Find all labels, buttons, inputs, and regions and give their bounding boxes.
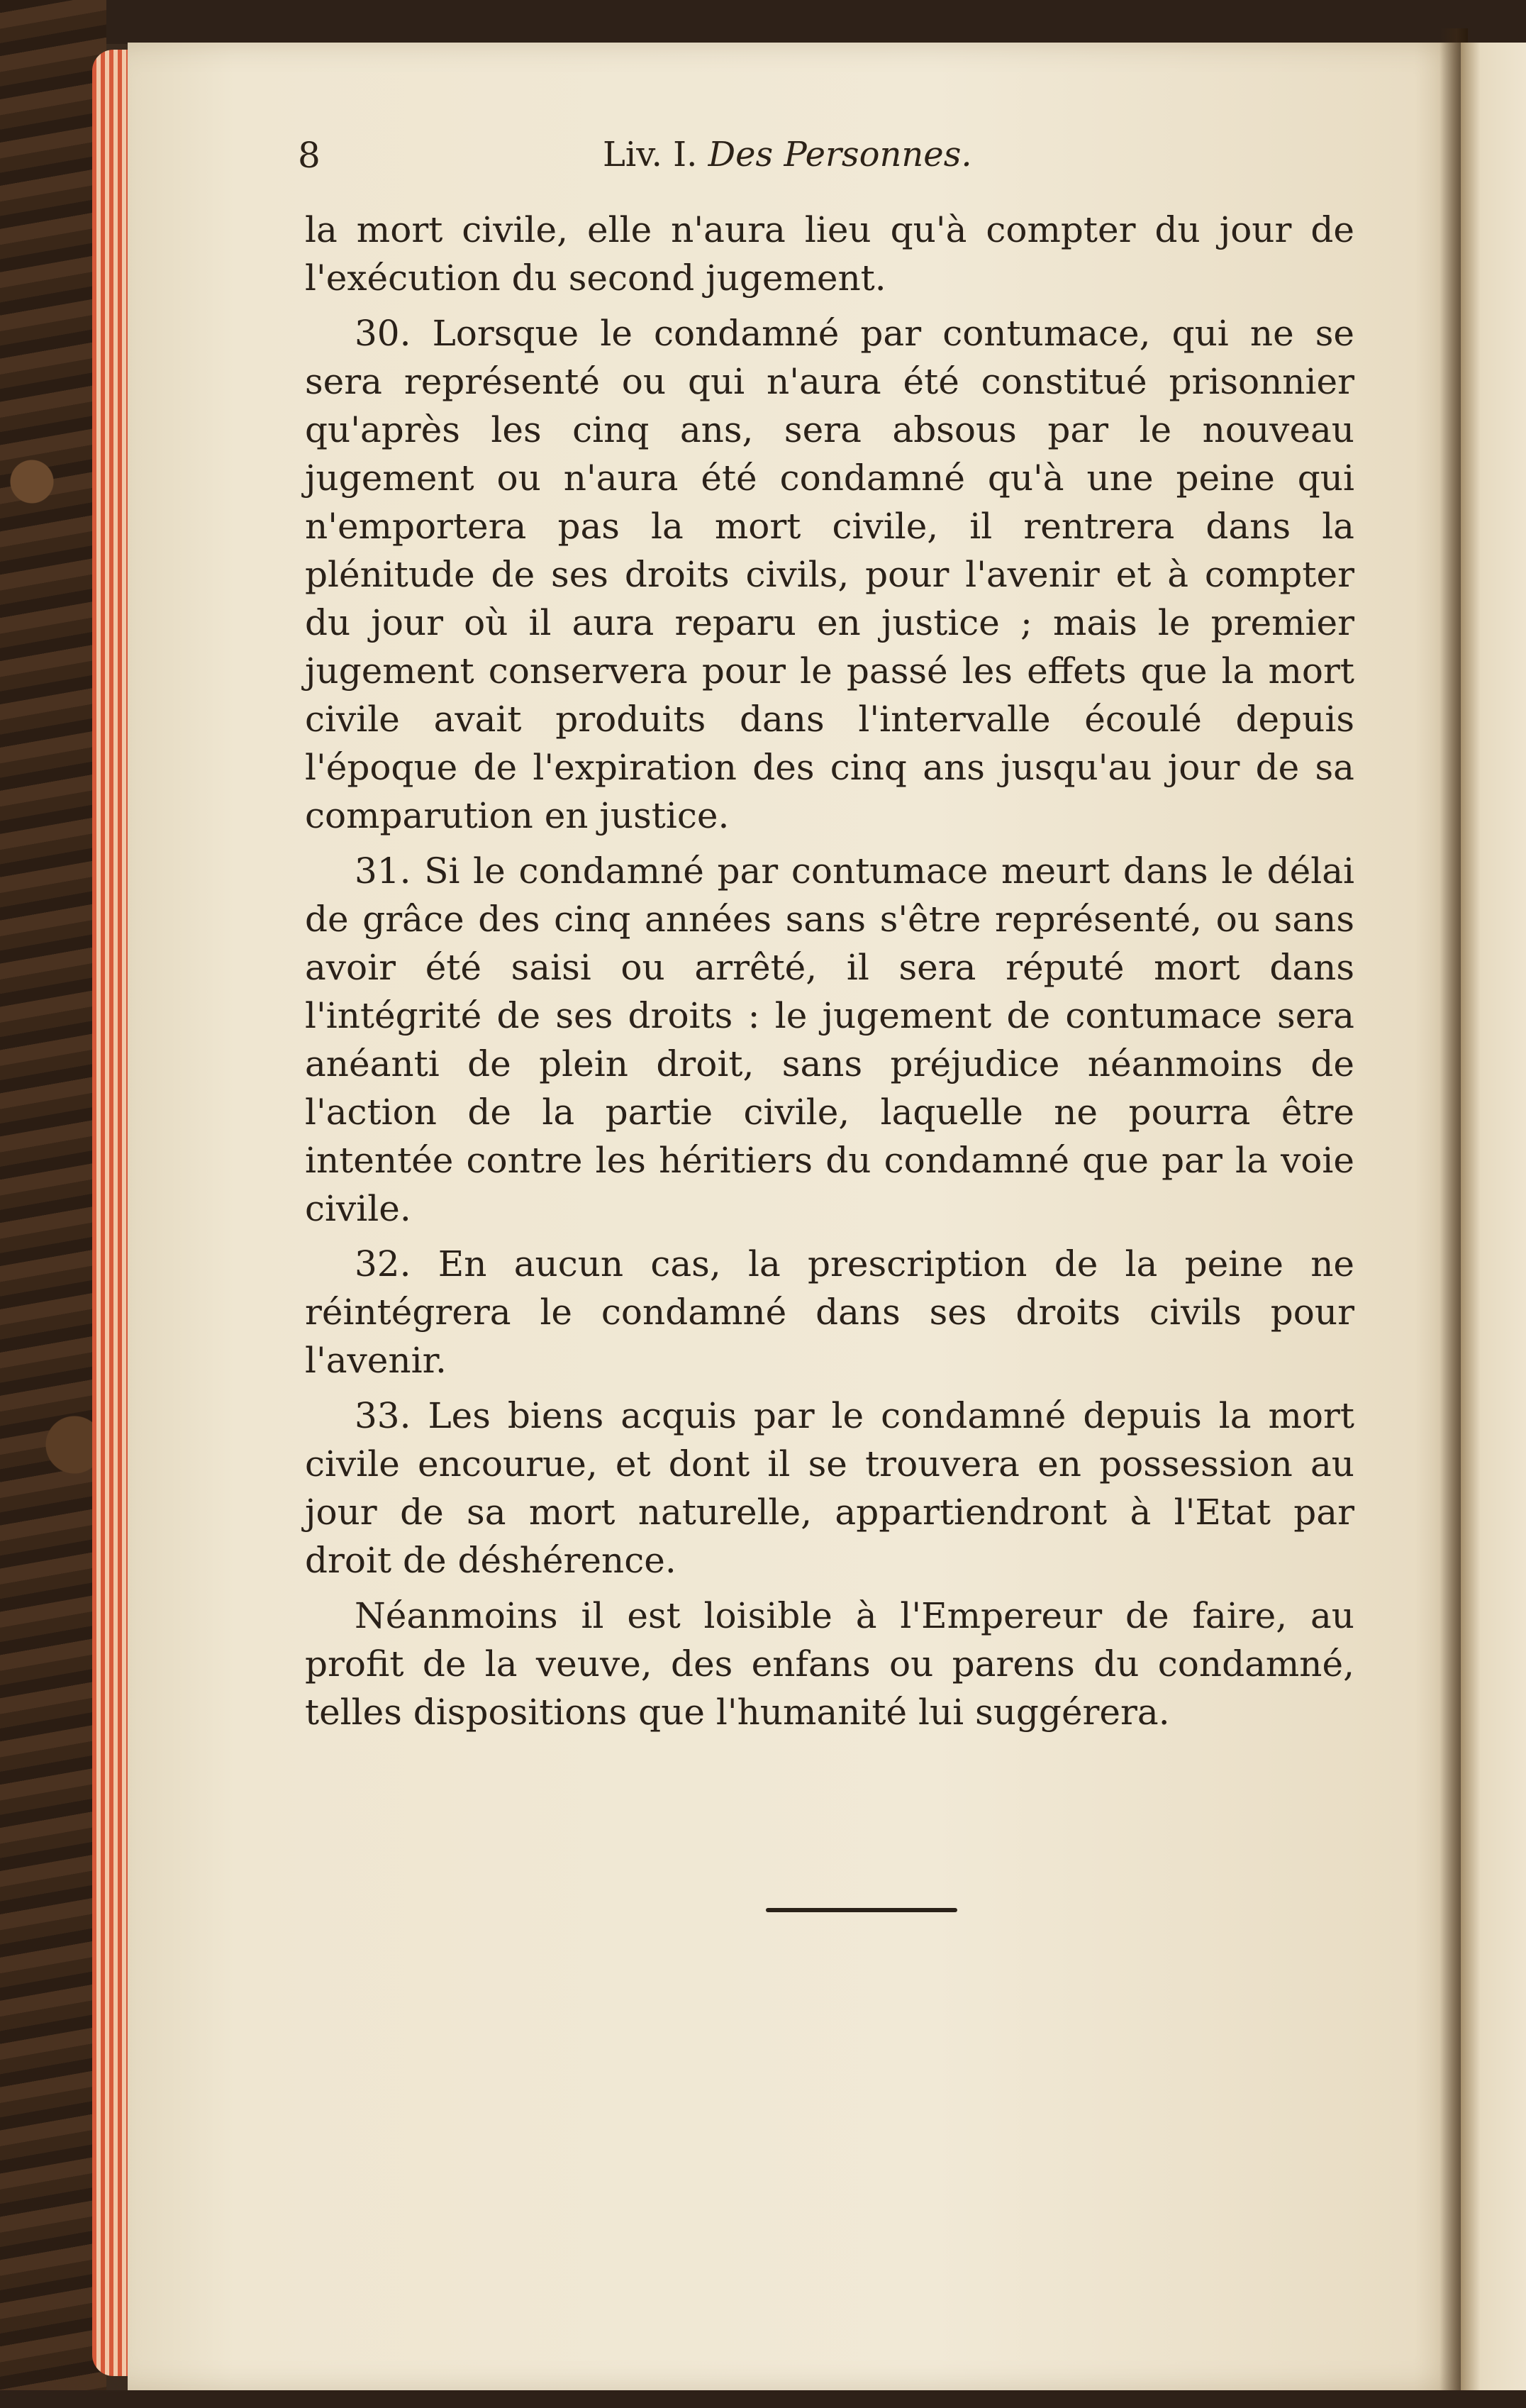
- running-head: [603, 135, 972, 174]
- page-number: 8: [298, 135, 321, 176]
- article-30: 30. Lorsque le condamné par contumace, qui ne se sera représenté ou qui n'aura été constitué prisonnier qu'après les cinq ans, sera absous par le nouveau jugement ou n'aura été condamné qu'à une peine qui n'emportera pas la mort civile, il rentrera dans la plénitude de ses droits civils, pour l'avenir et à compter du jour où il aura reparu en justice ; mais le premier jugement conservera pour le passé les effets que la mort civile avait produits dans l'intervalle écoulé depuis l'époque de l'expiration des cinq ans jusqu'au jour de sa comparution en justice.: [305, 313, 1354, 836]
- article-33-paragraph-2: Néanmoins il est loisible à l'Empereur de faire, au profit de la veuve, des enfans ou parens du condamné, telles dispositions que l'humanité lui suggérera.: [305, 1595, 1354, 1733]
- section-end-rule: [766, 1908, 957, 1912]
- left-cover-board: [0, 0, 106, 2408]
- page-header: [298, 135, 1376, 184]
- body-text: [305, 206, 1354, 1743]
- top-binding-edge: [0, 0, 1526, 44]
- article-31: 31. Si le condamné par contumace meurt dans le délai de grâce des cinq années sans s'être représenté, ou sans avoir été saisi ou arrêté, il sera réputé mort dans l'intégrité de ses droits : le jugement de contumace sera anéanti de plein droit, sans préjudice néanmoins de l'action de la partie civile, laquelle ne pourra être intentée contre les héritiers du condamné que par la voie civile.: [305, 850, 1354, 1229]
- running-head-book: Liv. I.: [603, 135, 698, 174]
- article-33: 33. Les biens acquis par le condamné depuis la mort civile encourue, et dont il se trouvera en possession au jour de sa mort naturelle, appartiendront à l'Etat par droit de déshérence.: [305, 1395, 1354, 1581]
- article-32: 32. En aucun cas, la prescription de la peine ne réintégrera le condamné dans ses droits civils pour l'avenir.: [305, 1243, 1354, 1381]
- bottom-binding-edge: [0, 2390, 1526, 2408]
- paragraph-continuation: la mort civile, elle n'aura lieu qu'à compter du jour de l'exécution du second jugement.: [305, 209, 1354, 299]
- facing-page-edge: [1461, 43, 1526, 2390]
- running-head-title: Des Personnes.: [708, 135, 972, 174]
